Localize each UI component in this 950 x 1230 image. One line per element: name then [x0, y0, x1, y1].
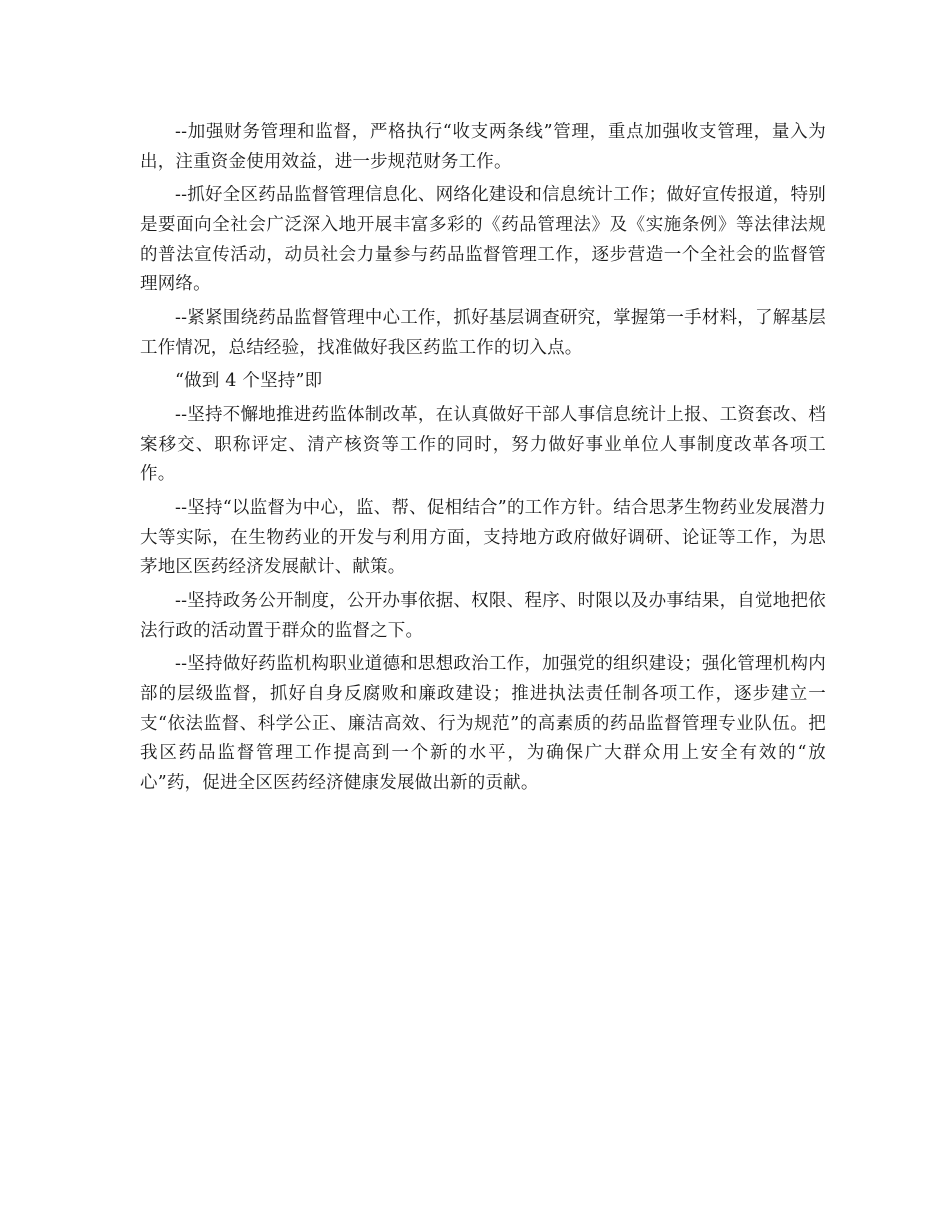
paragraph-system-reform: --坚持不懈地推进药监体制改革，在认真做好干部人事信息统计上报、工资套改、档案移交、职称评定、清产核资等工作的同时，努力做好事业单位人事制度改革各项工作。 — [140, 405, 826, 485]
paragraph-finance: --加强财务管理和监督，严格执行“收支两条线”管理，重点加强收支管理，量入为出，注重资金使用效益，进一步规范财务工作。 — [140, 122, 826, 172]
paragraph-government-openness: --坚持政务公开制度，公开办事依据、权限、程序、时限以及办事结果，自觉地把依法行政的活动置于群众的监督之下。 — [140, 591, 826, 641]
paragraph-informatization: --抓好全区药品监督管理信息化、网络化建设和信息统计工作；做好宣传报道，特别是要面向全社会广泛深入地开展丰富多彩的《药品管理法》及《实施条例》等法律法规的普法宣传活动，动员社会力量参与药品监督管理工作，逐步营造一个全社会的监督管理网络。 — [140, 185, 826, 295]
document-body — [140, 118, 826, 803]
paragraph-grassroots-research: --紧紧围绕药品监督管理中心工作，抓好基层调查研究，掌握第一手材料，了解基层工作情况，总结经验，找准做好我区药监工作的切入点。 — [140, 307, 826, 358]
paragraph-four-persistences-heading: “做到 4 个坚持”即 — [175, 371, 323, 392]
paragraph-work-policy: --坚持“以监督为中心，监、帮、促相结合”的工作方针。结合思茅生物药业发展潜力大等实际，在生物药业的开发与利用方面，支持地方政府做好调研、论证等工作，为思茅地区医药经济发展献计、献策。 — [140, 498, 826, 578]
paragraph-team-building: --坚持做好药监机构职业道德和思想政治工作，加强党的组织建设；强化管理机构内部的层级监督，抓好自身反腐败和廉政建设；推进执法责任制各项工作，逐步建立一支“依法监督、科学公正、廉洁高效、行为规范”的高素质的药品监督管理专业队伍。把我区药品监督管理工作提高到一个新的水平，为确保广大群众用上安全有效的“放心”药，促进全区医药经济健康发展做出新的贡献。 — [140, 654, 826, 793]
